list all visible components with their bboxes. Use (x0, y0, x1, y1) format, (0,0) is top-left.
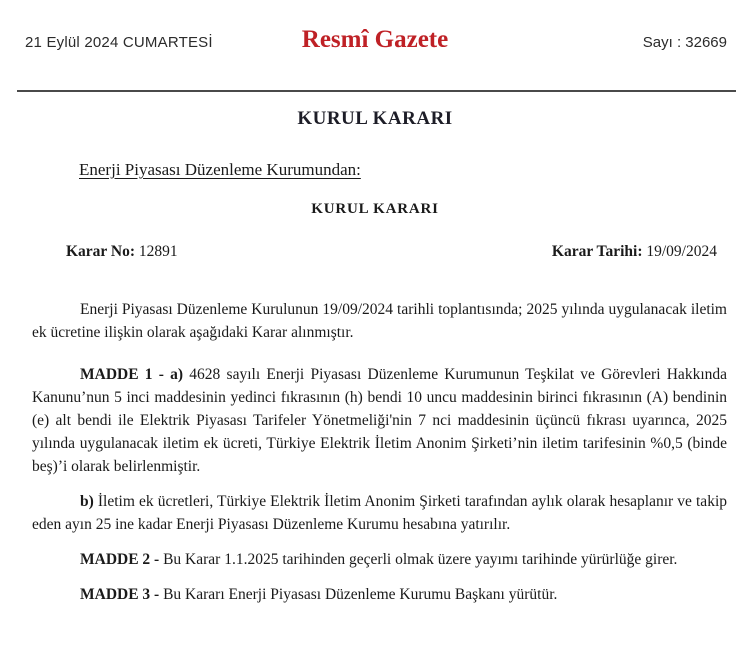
header-divider (17, 90, 736, 92)
paragraph-madde-3 (32, 583, 727, 606)
decision-body (32, 298, 727, 606)
issuing-authority-heading: Enerji Piyasası Düzenleme Kurumundan: (79, 160, 361, 179)
header-issue-number: Sayı : 32669 (642, 34, 727, 51)
paragraph-text: İletim ek ücretleri, Türkiye Elektrik İletim Anonim Şirketi tarafından aylık olarak hesaplanır ve takip eden ayın 25 ine kadar Enerji Piyasası Düzenleme Kurumu hesabına yatırılır. (32, 493, 727, 533)
decision-date-label: Karar Tarihi: (551, 243, 643, 260)
paragraph-madde-1b (32, 490, 727, 536)
paragraph-text: Bu Karar 1.1.2025 tarihinden geçerli olmak üzere yayımı tarihinde yürürlüğe girer. (159, 551, 678, 568)
decision-date-value: 19/09/2024 (646, 243, 717, 260)
decision-number (66, 243, 178, 261)
paragraph-text: Enerji Piyasası Düzenleme Kurulunun 19/09/2024 tarihli toplantısında; 2025 yılında uygulanacak iletim ek ücretine ilişkin olarak aşağıdaki Karar alınmıştır. (32, 301, 727, 341)
paragraph-lead: MADDE 3 - (80, 586, 160, 603)
paragraph-madde-2 (32, 548, 727, 571)
paragraph-lead: MADDE 1 - a) (80, 366, 184, 383)
header-date: 21 Eylül 2024 CUMARTESİ (25, 34, 213, 51)
decision-document (0, 160, 750, 606)
paragraph-madde-1a (32, 363, 727, 478)
decision-meta-row (66, 243, 717, 261)
decision-number-label: Karar No: (66, 243, 136, 260)
paragraph-preamble (32, 298, 727, 344)
section-title: KURUL KARARI (297, 108, 453, 129)
gazette-header (0, 0, 750, 59)
paragraph-text: Bu Kararı Enerji Piyasası Düzenleme Kurumu Başkanı yürütür. (159, 586, 558, 603)
decision-date (552, 243, 717, 261)
gazette-masthead-title: Resmî Gazete (301, 26, 449, 53)
paragraph-lead: b) (80, 493, 94, 510)
paragraph-text: 4628 sayılı Enerji Piyasası Düzenleme Kurumunun Teşkilat ve Görevleri Hakkında Kanunu’nun 5 inci maddesinin yedinci fıkrasının (h) bendi 10 uncu maddesinin birinci fıkrasının (A) bendinin (e) alt bendi ile Elektrik Piyasası Tarifeler Yönetmeliği'nin 7 nci maddesinin üçüncü fıkrası uyarınca, 2025 yılında uygulanacak iletim ek ücreti, Türkiye Elektrik İletim Anonim Şirketi’nin iletim tarifesinin %0,5 (binde beş)’i olarak belirlenmiştir. (32, 366, 727, 475)
paragraph-lead: MADDE 2 - (80, 551, 160, 568)
decision-number-value: 12891 (138, 243, 178, 260)
decision-title: KURUL KARARI (311, 201, 439, 217)
